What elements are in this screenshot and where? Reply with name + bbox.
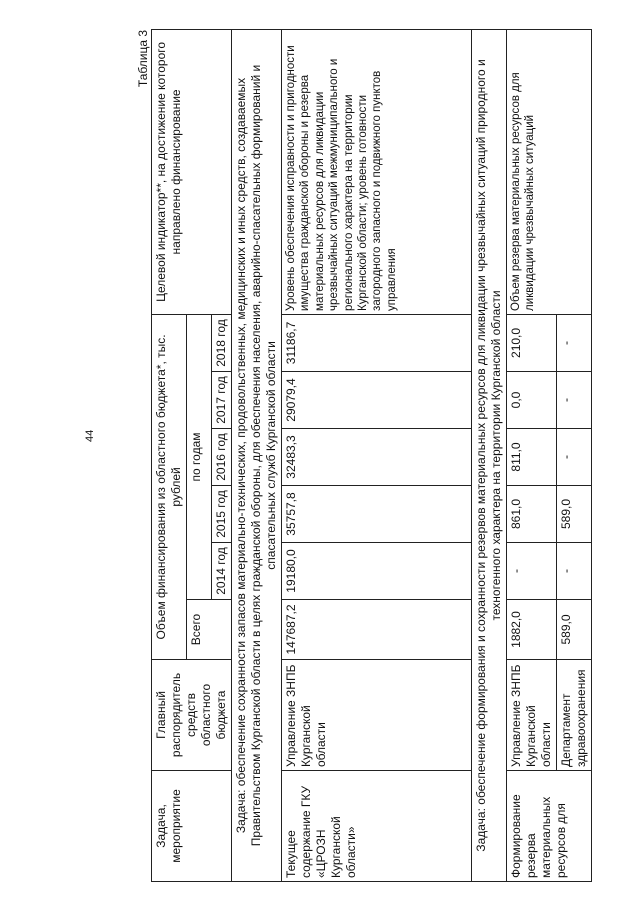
manager-cell: Департамент здравоохранения [557,660,592,771]
year-cell: 35757,8 [282,486,472,543]
year-cell: 19180,0 [282,543,472,600]
year-cell: 29079,4 [282,372,472,429]
total-cell: 589,0 [557,600,592,660]
total-cell: 147687,2 [282,600,472,660]
header-year: 2016 год [212,429,232,486]
year-cell: 0,0 [507,372,557,429]
header-year: 2017 год [212,372,232,429]
year-cell: - [557,429,592,486]
manager-cell: Управление ЗНПБ Курганской области [507,660,557,771]
year-cell: 811,0 [507,429,557,486]
activity-cell: Текущее содержание ГКУ «ЦРОЗН Курганской области» [282,771,472,882]
page-number: 44 [84,429,96,442]
header-row-1 [152,29,187,881]
table-title: Таблица 3 [136,30,150,88]
header-by-years: по годам [187,314,212,599]
header-year: 2018 год [212,314,232,371]
section-task-row [472,29,507,881]
indicator-cell: Уровень обеспечения исправности и пригодности имущества гражданской обороны и резерва материальных ресурсов для ликвидации чрезвычайных ситуаций межмуниципального и регионального характера на территории Курганской области; уровень готовности загородного запасного и подвижного пунктов управления [282,29,472,314]
section1-task: Задача: обеспечение сохранности запасов материально-технических, продовольственных, медицинских и иных средств, создаваемых Правительством Курганской области в целях гражданской обороны, для обеспечения населения, аварийно-спасательных формирований и спасательных служб Курганской области [232,29,282,881]
year-cell: 861,0 [507,486,557,543]
year-cell: 32483,3 [282,429,472,486]
year-cell: 210,0 [507,314,557,371]
section-task-row [232,29,282,881]
year-cell: 31186,7 [282,314,472,371]
section2-task: Задача: обеспечение формирования и сохранности резервов материальных ресурсов для ликвидации чрезвычайных ситуаций природного и техногенного характера на территории Курганской области [472,29,507,881]
year-cell: - [557,543,592,600]
header-indicator: Целевой индикатор**, на достижение которого направлено финансирование [152,29,232,314]
total-cell: 1882,0 [507,600,557,660]
header-total: Всего [187,600,232,660]
year-cell: - [557,372,592,429]
funding-table [151,29,592,882]
rotated-page-content [136,30,616,882]
header-year: 2015 год [212,486,232,543]
header-funding: Объем финансирования из областного бюджета*, тыс. рублей [152,314,187,659]
header-year: 2014 год [212,543,232,600]
manager-cell: Управление ЗНПБ Курганской области [282,660,472,771]
header-manager: Главный распорядитель средств областного бюджета [152,660,232,771]
table-row [507,29,557,881]
table-row [282,29,472,881]
header-task: Задача, мероприятие [152,771,232,882]
indicator-cell: Объем резерва материальных ресурсов для ликвидации чрезвычайных ситуаций [507,29,592,314]
year-cell: - [557,314,592,371]
activity-cell: Формирование резерва материальных ресурсов для [507,771,592,882]
year-cell: - [507,543,557,600]
year-cell: 589,0 [557,486,592,543]
